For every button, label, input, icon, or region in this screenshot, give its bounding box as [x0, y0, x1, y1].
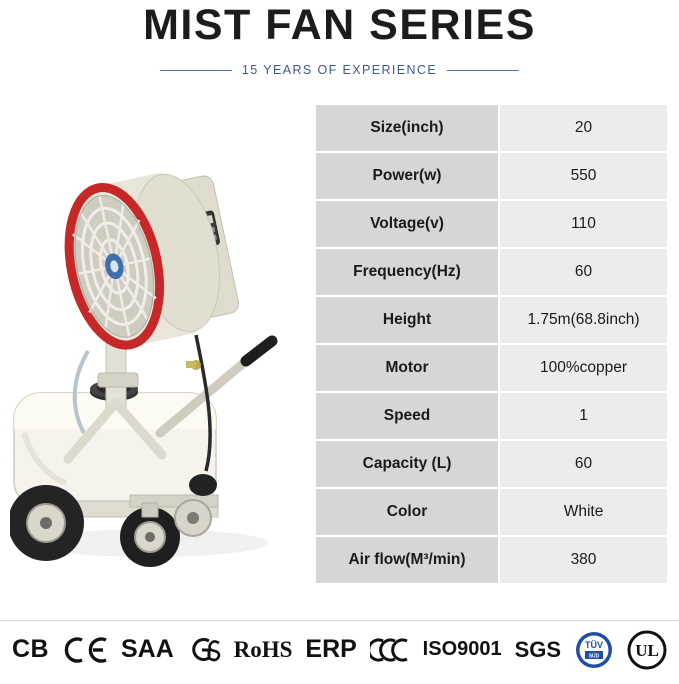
cert-ce-logo	[62, 637, 108, 663]
spec-value: 550	[499, 152, 668, 200]
spec-key: Air flow(M³/min)	[315, 536, 499, 584]
cert-iso9001-logo: ISO9001	[422, 638, 502, 660]
spec-value: 1	[499, 392, 668, 440]
spec-key: Color	[315, 488, 499, 536]
cert-rohs-logo: RoHS	[233, 636, 293, 662]
cert-gs-logo	[187, 636, 221, 664]
ul-badge-icon	[627, 630, 667, 670]
cert-ccc-logo	[370, 637, 410, 663]
spec-key: Height	[315, 296, 499, 344]
cert-erp-logo: ERP	[305, 635, 357, 663]
page-header	[0, 0, 679, 77]
subtitle-row	[0, 63, 679, 77]
table-row	[315, 536, 668, 584]
certification-bar	[0, 620, 679, 678]
page-title: MIST FAN SERIES	[143, 1, 536, 49]
table-row	[315, 392, 668, 440]
spec-value: White	[499, 488, 668, 536]
spec-key: Power(w)	[315, 152, 499, 200]
ccc-mark-icon	[370, 637, 410, 663]
table-row	[315, 440, 668, 488]
svg-text:SÜD: SÜD	[588, 653, 600, 659]
cert-tuv-logo	[574, 630, 614, 670]
spec-key: Speed	[315, 392, 499, 440]
spec-key: Motor	[315, 344, 499, 392]
table-row	[315, 104, 668, 152]
spec-value: 20	[499, 104, 668, 152]
table-row	[315, 248, 668, 296]
spec-value: 1.75m(68.8inch)	[499, 296, 668, 344]
cert-saa-logo: SAA	[120, 635, 174, 663]
cert-sgs-logo: SGS	[514, 636, 562, 662]
spec-key: Capacity (L)	[315, 440, 499, 488]
spec-key: Size(inch)	[315, 104, 499, 152]
spec-value: 60	[499, 248, 668, 296]
page-subtitle: 15 YEARS OF EXPERIENCE	[241, 63, 438, 78]
table-row	[315, 488, 668, 536]
table-row	[315, 296, 668, 344]
svg-text:UL: UL	[635, 640, 659, 660]
mist-fan-illustration	[10, 103, 310, 573]
table-row	[315, 200, 668, 248]
spec-value: 380	[499, 536, 668, 584]
cert-cb-logo: CB	[12, 635, 50, 663]
main-content	[0, 103, 679, 585]
spec-value: 60	[499, 440, 668, 488]
divider-line-right	[447, 70, 519, 71]
tuv-badge-icon	[574, 630, 614, 670]
product-image	[10, 103, 306, 573]
cert-ul-logo	[627, 630, 667, 670]
spec-key: Frequency(Hz)	[315, 248, 499, 296]
gs-mark-icon	[187, 636, 221, 664]
ce-mark-icon	[62, 637, 108, 663]
spec-value: 100%copper	[499, 344, 668, 392]
spec-value: 110	[499, 200, 668, 248]
spec-key: Voltage(v)	[315, 200, 499, 248]
table-row	[315, 344, 668, 392]
svg-text:TÜV: TÜV	[584, 639, 603, 650]
specification-panel	[306, 103, 669, 585]
divider-line-left	[160, 70, 232, 71]
table-row	[315, 152, 668, 200]
spec-table	[314, 103, 669, 585]
